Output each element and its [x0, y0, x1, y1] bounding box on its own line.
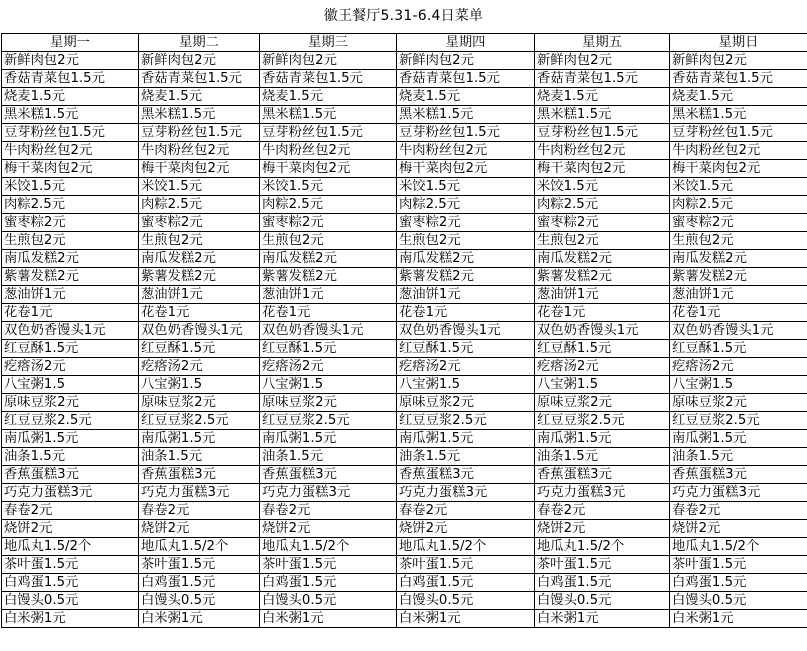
menu-cell[interactable]: 烧麦1.5元	[2, 88, 139, 106]
menu-cell[interactable]: 米饺1.5元	[670, 178, 807, 196]
table-row	[2, 502, 807, 520]
menu-table	[1, 33, 807, 628]
menu-cell[interactable]: 豆芽粉丝包1.5元	[2, 124, 139, 142]
menu-cell[interactable]: 红豆豆浆2.5元	[397, 412, 535, 430]
menu-cell[interactable]: 南瓜粥1.5元	[397, 430, 535, 448]
menu-cell[interactable]: 米饺1.5元	[2, 178, 139, 196]
table-row	[2, 214, 807, 232]
menu-cell[interactable]: 春卷2元	[670, 502, 807, 520]
menu-cell[interactable]: 白鸡蛋1.5元	[260, 574, 397, 592]
menu-cell[interactable]: 白米粥1元	[260, 610, 397, 628]
menu-cell[interactable]: 黑米糕1.5元	[139, 106, 260, 124]
menu-cell[interactable]: 白馒头0.5元	[2, 592, 139, 610]
menu-cell[interactable]: 八宝粥1.5	[670, 376, 807, 394]
table-row	[2, 70, 807, 88]
table-row	[2, 538, 807, 556]
menu-cell[interactable]: 南瓜粥1.5元	[2, 430, 139, 448]
day-header[interactable]: 星期一	[2, 34, 139, 52]
menu-cell[interactable]: 油条1.5元	[670, 448, 807, 466]
menu-cell[interactable]: 白米粥1元	[2, 610, 139, 628]
table-row	[2, 232, 807, 250]
menu-cell[interactable]: 香菇青菜包1.5元	[670, 70, 807, 88]
menu-cell[interactable]: 肉粽2.5元	[139, 196, 260, 214]
menu-cell[interactable]: 疙瘩汤2元	[139, 358, 260, 376]
menu-cell[interactable]: 葱油饼1元	[535, 286, 670, 304]
menu-cell[interactable]: 豆芽粉丝包1.5元	[260, 124, 397, 142]
menu-cell[interactable]: 香蕉蛋糕3元	[670, 466, 807, 484]
menu-cell[interactable]: 白鸡蛋1.5元	[670, 574, 807, 592]
menu-cell[interactable]: 葱油饼1元	[670, 286, 807, 304]
menu-cell[interactable]: 白馒头0.5元	[397, 592, 535, 610]
header-row	[2, 34, 807, 52]
menu-cell[interactable]: 白鸡蛋1.5元	[139, 574, 260, 592]
menu-cell[interactable]: 紫薯发糕2元	[397, 268, 535, 286]
menu-cell[interactable]: 南瓜发糕2元	[670, 250, 807, 268]
table-row	[2, 322, 807, 340]
menu-cell[interactable]: 米饺1.5元	[535, 178, 670, 196]
menu-cell[interactable]: 黑米糕1.5元	[397, 106, 535, 124]
menu-cell[interactable]: 南瓜发糕2元	[397, 250, 535, 268]
menu-cell[interactable]: 烧麦1.5元	[397, 88, 535, 106]
menu-cell[interactable]: 白鸡蛋1.5元	[535, 574, 670, 592]
menu-cell[interactable]: 黑米糕1.5元	[2, 106, 139, 124]
table-row	[2, 250, 807, 268]
menu-cell[interactable]: 香蕉蛋糕3元	[535, 466, 670, 484]
table-row	[2, 484, 807, 502]
menu-cell[interactable]: 烧饼2元	[2, 520, 139, 538]
menu-cell[interactable]: 南瓜发糕2元	[535, 250, 670, 268]
menu-cell[interactable]: 豆芽粉丝包1.5元	[139, 124, 260, 142]
menu-cell[interactable]: 肉粽2.5元	[670, 196, 807, 214]
menu-cell[interactable]: 梅干菜肉包2元	[139, 160, 260, 178]
menu-cell[interactable]: 白馒头0.5元	[260, 592, 397, 610]
menu-cell[interactable]: 疙瘩汤2元	[397, 358, 535, 376]
menu-cell[interactable]: 白米粥1元	[139, 610, 260, 628]
menu-cell[interactable]: 八宝粥1.5	[260, 376, 397, 394]
menu-cell[interactable]: 新鲜肉包2元	[2, 52, 139, 70]
menu-cell[interactable]: 地瓜丸1.5/2个	[139, 538, 260, 556]
table-row	[2, 88, 807, 106]
menu-cell[interactable]: 茶叶蛋1.5元	[535, 556, 670, 574]
table-row	[2, 178, 807, 196]
menu-cell[interactable]: 蜜枣粽2元	[139, 214, 260, 232]
menu-cell[interactable]: 原味豆浆2元	[670, 394, 807, 412]
menu-cell[interactable]: 双色奶香馒头1元	[2, 322, 139, 340]
menu-cell[interactable]: 地瓜丸1.5/2个	[535, 538, 670, 556]
menu-cell[interactable]: 双色奶香馒头1元	[260, 322, 397, 340]
menu-cell[interactable]: 南瓜粥1.5元	[260, 430, 397, 448]
menu-cell[interactable]: 新鲜肉包2元	[139, 52, 260, 70]
menu-cell[interactable]: 米饺1.5元	[139, 178, 260, 196]
menu-cell[interactable]: 烧麦1.5元	[260, 88, 397, 106]
table-row	[2, 358, 807, 376]
menu-cell[interactable]: 油条1.5元	[139, 448, 260, 466]
table-row	[2, 286, 807, 304]
menu-cell[interactable]: 油条1.5元	[260, 448, 397, 466]
menu-cell[interactable]: 原味豆浆2元	[535, 394, 670, 412]
menu-cell[interactable]: 原味豆浆2元	[2, 394, 139, 412]
menu-cell[interactable]: 花卷1元	[2, 304, 139, 322]
menu-cell[interactable]: 地瓜丸1.5/2个	[2, 538, 139, 556]
menu-cell[interactable]: 白馒头0.5元	[670, 592, 807, 610]
menu-cell[interactable]: 茶叶蛋1.5元	[2, 556, 139, 574]
menu-cell[interactable]: 生煎包2元	[2, 232, 139, 250]
menu-cell[interactable]: 豆芽粉丝包1.5元	[397, 124, 535, 142]
menu-cell[interactable]: 红豆豆浆2.5元	[260, 412, 397, 430]
menu-cell[interactable]: 新鲜肉包2元	[260, 52, 397, 70]
table-row	[2, 340, 807, 358]
menu-cell[interactable]: 原味豆浆2元	[397, 394, 535, 412]
menu-cell[interactable]: 蜜枣粽2元	[2, 214, 139, 232]
menu-cell[interactable]: 八宝粥1.5	[535, 376, 670, 394]
menu-cell[interactable]: 疙瘩汤2元	[535, 358, 670, 376]
menu-cell[interactable]: 香菇青菜包1.5元	[2, 70, 139, 88]
table-row	[2, 394, 807, 412]
menu-cell[interactable]: 八宝粥1.5	[139, 376, 260, 394]
table-row	[2, 556, 807, 574]
table-row	[2, 196, 807, 214]
menu-cell[interactable]: 春卷2元	[2, 502, 139, 520]
menu-cell[interactable]: 香菇青菜包1.5元	[535, 70, 670, 88]
menu-cell[interactable]: 生煎包2元	[535, 232, 670, 250]
menu-cell[interactable]: 南瓜粥1.5元	[535, 430, 670, 448]
menu-cell[interactable]: 茶叶蛋1.5元	[260, 556, 397, 574]
menu-cell[interactable]: 地瓜丸1.5/2个	[397, 538, 535, 556]
menu-cell[interactable]: 茶叶蛋1.5元	[139, 556, 260, 574]
menu-cell[interactable]: 蜜枣粽2元	[397, 214, 535, 232]
menu-cell[interactable]: 肉粽2.5元	[535, 196, 670, 214]
menu-cell[interactable]: 红豆豆浆2.5元	[535, 412, 670, 430]
menu-cell[interactable]: 八宝粥1.5	[2, 376, 139, 394]
menu-cell[interactable]: 南瓜粥1.5元	[670, 430, 807, 448]
day-header[interactable]: 星期五	[535, 34, 670, 52]
table-row	[2, 268, 807, 286]
menu-cell[interactable]: 花卷1元	[670, 304, 807, 322]
table-row	[2, 106, 807, 124]
menu-cell[interactable]: 茶叶蛋1.5元	[397, 556, 535, 574]
menu-cell[interactable]: 油条1.5元	[2, 448, 139, 466]
menu-cell[interactable]: 米饺1.5元	[260, 178, 397, 196]
menu-cell[interactable]: 烧饼2元	[535, 520, 670, 538]
menu-cell[interactable]: 双色奶香馒头1元	[139, 322, 260, 340]
menu-cell[interactable]: 巧克力蛋糕3元	[670, 484, 807, 502]
menu-cell[interactable]: 牛肉粉丝包2元	[670, 142, 807, 160]
menu-cell[interactable]: 香蕉蛋糕3元	[397, 466, 535, 484]
menu-cell[interactable]: 白米粥1元	[397, 610, 535, 628]
menu-body	[2, 52, 807, 628]
menu-cell[interactable]: 肉粽2.5元	[2, 196, 139, 214]
menu-cell[interactable]: 黑米糕1.5元	[260, 106, 397, 124]
table-row	[2, 448, 807, 466]
menu-cell[interactable]: 八宝粥1.5	[397, 376, 535, 394]
menu-cell[interactable]: 黑米糕1.5元	[535, 106, 670, 124]
menu-cell[interactable]: 花卷1元	[260, 304, 397, 322]
menu-cell[interactable]: 烧饼2元	[139, 520, 260, 538]
table-row	[2, 610, 807, 628]
menu-cell[interactable]: 巧克力蛋糕3元	[2, 484, 139, 502]
table-row	[2, 412, 807, 430]
menu-cell[interactable]: 生煎包2元	[139, 232, 260, 250]
menu-cell[interactable]: 新鲜肉包2元	[397, 52, 535, 70]
menu-cell[interactable]: 香菇青菜包1.5元	[260, 70, 397, 88]
day-header[interactable]: 星期四	[397, 34, 535, 52]
menu-cell[interactable]: 生煎包2元	[670, 232, 807, 250]
menu-cell[interactable]: 地瓜丸1.5/2个	[670, 538, 807, 556]
menu-cell[interactable]: 春卷2元	[260, 502, 397, 520]
menu-cell[interactable]: 牛肉粉丝包2元	[535, 142, 670, 160]
menu-cell[interactable]: 春卷2元	[139, 502, 260, 520]
menu-cell[interactable]: 巧克力蛋糕3元	[535, 484, 670, 502]
menu-cell[interactable]: 豆芽粉丝包1.5元	[670, 124, 807, 142]
menu-cell[interactable]: 花卷1元	[397, 304, 535, 322]
menu-cell[interactable]: 香菇青菜包1.5元	[139, 70, 260, 88]
menu-cell[interactable]: 米饺1.5元	[397, 178, 535, 196]
menu-cell[interactable]: 疙瘩汤2元	[260, 358, 397, 376]
menu-cell[interactable]: 春卷2元	[535, 502, 670, 520]
menu-cell[interactable]: 葱油饼1元	[139, 286, 260, 304]
menu-cell[interactable]: 梅干菜肉包2元	[670, 160, 807, 178]
menu-cell[interactable]: 双色奶香馒头1元	[535, 322, 670, 340]
menu-cell[interactable]: 南瓜发糕2元	[2, 250, 139, 268]
menu-cell[interactable]: 牛肉粉丝包2元	[260, 142, 397, 160]
menu-cell[interactable]: 葱油饼1元	[2, 286, 139, 304]
menu-cell[interactable]: 肉粽2.5元	[397, 196, 535, 214]
menu-cell[interactable]: 紫薯发糕2元	[2, 268, 139, 286]
menu-cell[interactable]: 红豆酥1.5元	[397, 340, 535, 358]
menu-cell[interactable]: 红豆酥1.5元	[670, 340, 807, 358]
menu-cell[interactable]: 茶叶蛋1.5元	[670, 556, 807, 574]
menu-cell[interactable]: 生煎包2元	[397, 232, 535, 250]
table-row	[2, 574, 807, 592]
menu-cell[interactable]: 牛肉粉丝包2元	[397, 142, 535, 160]
menu-cell[interactable]: 巧克力蛋糕3元	[260, 484, 397, 502]
table-row	[2, 430, 807, 448]
menu-cell[interactable]: 生煎包2元	[260, 232, 397, 250]
menu-cell[interactable]: 红豆酥1.5元	[535, 340, 670, 358]
menu-cell[interactable]: 双色奶香馒头1元	[397, 322, 535, 340]
table-row	[2, 592, 807, 610]
menu-cell[interactable]: 红豆酥1.5元	[260, 340, 397, 358]
menu-cell[interactable]: 双色奶香馒头1元	[670, 322, 807, 340]
menu-cell[interactable]: 豆芽粉丝包1.5元	[535, 124, 670, 142]
menu-cell[interactable]: 白馒头0.5元	[139, 592, 260, 610]
menu-cell[interactable]: 牛肉粉丝包2元	[139, 142, 260, 160]
day-header[interactable]: 星期三	[260, 34, 397, 52]
menu-cell[interactable]: 紫薯发糕2元	[260, 268, 397, 286]
table-row	[2, 52, 807, 70]
menu-cell[interactable]: 花卷1元	[535, 304, 670, 322]
menu-cell[interactable]: 烧麦1.5元	[535, 88, 670, 106]
menu-cell[interactable]: 油条1.5元	[535, 448, 670, 466]
menu-cell[interactable]: 葱油饼1元	[260, 286, 397, 304]
menu-cell[interactable]: 红豆豆浆2.5元	[139, 412, 260, 430]
menu-cell[interactable]: 紫薯发糕2元	[139, 268, 260, 286]
menu-cell[interactable]: 南瓜发糕2元	[139, 250, 260, 268]
menu-cell[interactable]: 白米粥1元	[535, 610, 670, 628]
menu-cell[interactable]: 原味豆浆2元	[260, 394, 397, 412]
menu-cell[interactable]: 白鸡蛋1.5元	[397, 574, 535, 592]
menu-cell[interactable]: 红豆豆浆2.5元	[2, 412, 139, 430]
day-header[interactable]: 星期日	[670, 34, 807, 52]
menu-cell[interactable]: 香菇青菜包1.5元	[397, 70, 535, 88]
menu-title: 徽王餐厅5.31-6.4日菜单	[323, 8, 484, 24]
menu-cell[interactable]: 巧克力蛋糕3元	[139, 484, 260, 502]
menu-cell[interactable]: 烧麦1.5元	[139, 88, 260, 106]
menu-cell[interactable]: 梅干菜肉包2元	[260, 160, 397, 178]
menu-cell[interactable]: 南瓜发糕2元	[260, 250, 397, 268]
menu-cell[interactable]: 白馒头0.5元	[535, 592, 670, 610]
menu-cell[interactable]: 花卷1元	[139, 304, 260, 322]
menu-cell[interactable]: 紫薯发糕2元	[670, 268, 807, 286]
menu-cell[interactable]: 春卷2元	[397, 502, 535, 520]
menu-cell[interactable]: 烧饼2元	[397, 520, 535, 538]
table-row	[2, 376, 807, 394]
menu-cell[interactable]: 地瓜丸1.5/2个	[260, 538, 397, 556]
menu-cell[interactable]: 肉粽2.5元	[260, 196, 397, 214]
menu-cell[interactable]: 蜜枣粽2元	[535, 214, 670, 232]
menu-cell[interactable]: 南瓜粥1.5元	[139, 430, 260, 448]
menu-cell[interactable]: 原味豆浆2元	[139, 394, 260, 412]
menu-cell[interactable]: 疙瘩汤2元	[670, 358, 807, 376]
menu-cell[interactable]: 蜜枣粽2元	[670, 214, 807, 232]
menu-cell[interactable]: 红豆酥1.5元	[2, 340, 139, 358]
table-row	[2, 124, 807, 142]
menu-cell[interactable]: 梅干菜肉包2元	[2, 160, 139, 178]
menu-cell[interactable]: 葱油饼1元	[397, 286, 535, 304]
table-row	[2, 304, 807, 322]
menu-cell[interactable]: 烧饼2元	[670, 520, 807, 538]
menu-cell[interactable]: 白鸡蛋1.5元	[2, 574, 139, 592]
day-header[interactable]: 星期二	[139, 34, 260, 52]
menu-cell[interactable]: 牛肉粉丝包2元	[2, 142, 139, 160]
menu-cell[interactable]: 疙瘩汤2元	[2, 358, 139, 376]
menu-cell[interactable]: 香蕉蛋糕3元	[139, 466, 260, 484]
table-row	[2, 520, 807, 538]
menu-cell[interactable]: 白米粥1元	[670, 610, 807, 628]
menu-cell[interactable]: 黑米糕1.5元	[670, 106, 807, 124]
table-row	[2, 160, 807, 178]
menu-cell[interactable]: 新鲜肉包2元	[535, 52, 670, 70]
table-row	[2, 142, 807, 160]
menu-cell[interactable]: 烧麦1.5元	[670, 88, 807, 106]
menu-cell[interactable]: 新鲜肉包2元	[670, 52, 807, 70]
menu-cell[interactable]: 红豆豆浆2.5元	[670, 412, 807, 430]
menu-cell[interactable]: 梅干菜肉包2元	[535, 160, 670, 178]
menu-cell[interactable]: 香蕉蛋糕3元	[260, 466, 397, 484]
menu-cell[interactable]: 烧饼2元	[260, 520, 397, 538]
table-row	[2, 466, 807, 484]
menu-cell[interactable]: 红豆酥1.5元	[139, 340, 260, 358]
menu-cell[interactable]: 蜜枣粽2元	[260, 214, 397, 232]
menu-cell[interactable]: 巧克力蛋糕3元	[397, 484, 535, 502]
menu-cell[interactable]: 梅干菜肉包2元	[397, 160, 535, 178]
menu-cell[interactable]: 油条1.5元	[397, 448, 535, 466]
menu-cell[interactable]: 香蕉蛋糕3元	[2, 466, 139, 484]
menu-cell[interactable]: 紫薯发糕2元	[535, 268, 670, 286]
